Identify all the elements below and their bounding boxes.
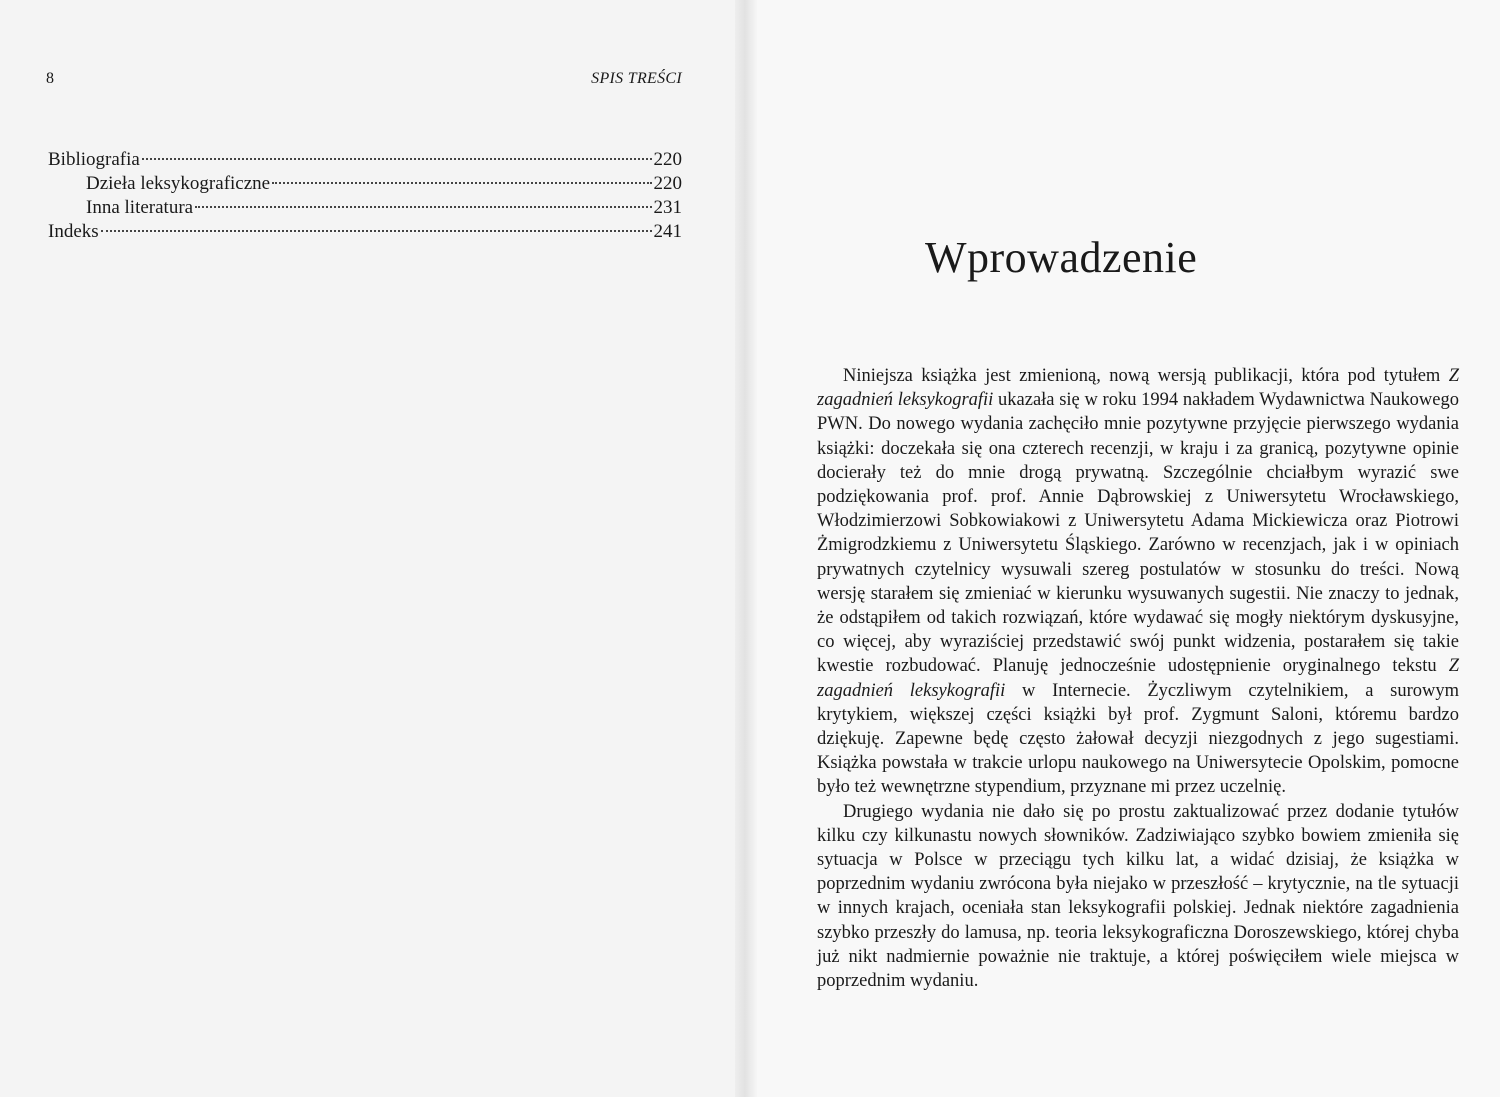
toc-entry-label: Indeks — [48, 221, 99, 242]
toc-entry-label: Dzieła leksykograficzne — [86, 173, 271, 194]
toc-leader-dots — [142, 158, 652, 160]
toc-entry-label: Inna literatura — [86, 197, 194, 218]
book-title-italic: Z zagadnień leksykografii — [817, 366, 1459, 411]
toc-leader-dots — [101, 230, 652, 232]
toc-leader-dots — [195, 206, 651, 208]
paragraph-1 — [817, 364, 1459, 800]
book-title-italic: Z zagadnień leksykografii — [817, 656, 1459, 701]
toc-entry-page: 220 — [653, 149, 682, 170]
toc-entry-bibliografia — [48, 148, 682, 172]
toc-entry-label: Bibliografia — [48, 149, 140, 170]
toc-entry-page: 231 — [653, 197, 682, 218]
book-gutter — [735, 0, 757, 1097]
chapter-title: Wprowadzenie — [925, 233, 1198, 282]
toc-leader-dots — [272, 182, 651, 184]
toc-entry-page: 241 — [653, 221, 682, 242]
running-title: SPIS TREŚCI — [591, 70, 682, 87]
toc-entry-dziela — [48, 172, 682, 196]
paragraph-1-text-b: ukazała się w roku 1994 nakładem Wydawnictwa Naukowego PWN. Do nowego wydania zachęciło mnie pozytywne przyjęcie pierwszego wydania książki: doczekała się ona czterech recenzji, w kraju i za granicą, pozytywne opinie docierały też do mnie drogą prywatną. Szczególnie chciałbym wyrazić swe podziękowania prof. prof. Annie Dąbrowskiej z Uniwersytetu Wrocławskiego, Włodzimierzowi Sobkowiakowi z Uniwersytetu Adama Mickiewicza oraz Piotrowi Żmigrodzkiemu z Uniwersytetu Śląskiego. Zarówno w recenzjach, jak i w opiniach prywatnych czytelnicy wysuwali szereg postulatów w stosunku do treści. Nową wersję starałem się zmieniać w kierunku wysuwanych sugestii. Nie znaczy to jednak, że odstąpiłem od takich rozwiązań, które wydawać się mogły niektórym dyskusyjne, co więcej, aby wyraziściej przedstawić swój punkt widzenia, postarałem się takie kwestie rozbudować. Planuję jednocześnie udostępnienie oryginalnego tekstu — [817, 390, 1459, 677]
running-header — [46, 70, 682, 88]
toc-entry-page: 220 — [653, 173, 682, 194]
chapter-body — [817, 364, 1459, 993]
toc-entry-inna-literatura — [48, 196, 682, 220]
page-number: 8 — [46, 70, 54, 87]
paragraph-1-text-c: w Internecie. Życzliwym czytelnikiem, a surowym krytykiem, większej części książki był prof. Zygmunt Saloni, któremu bardzo dziękuję. Zapewne będę często żałował decyzji niezgodnych z jego sugestiami. Książka powstała w trakcie urlopu naukowego na Uniwersytecie Opolskim, pomocne było też wewnętrzne stypendium, przyznane mi przez uczelnię. — [817, 680, 1459, 798]
toc-entry-indeks — [48, 220, 682, 244]
left-page — [0, 0, 745, 1097]
paragraph-1-text-a: Niniejsza książka jest zmienioną, nową wersją publikacji, która pod tytułem — [843, 366, 1449, 386]
table-of-contents — [48, 148, 682, 244]
paragraph-2: Drugiego wydania nie dało się po prostu zaktualizować przez dodanie tytułów kilku czy kilkunastu nowych słowników. Zadziwiająco szybko bowiem zmieniła się sytuacja w Polsce w przeciągu tych kilku lat, a widać dzisiaj, że książka w poprzednim wydaniu zwrócona była niejako w przeszłość – krytycznie, na tle sytuacji w innych krajach, oceniała stan leksykografii polskiej. Jednak niektóre zagadnienia szybko przeszły do lamusa, np. teoria leksykograficzna Doroszewskiego, której chyba już nikt nadmiernie poważnie nie traktuje, a której poświęciłem wiele miejsca w poprzednim wydaniu. — [817, 801, 1459, 992]
